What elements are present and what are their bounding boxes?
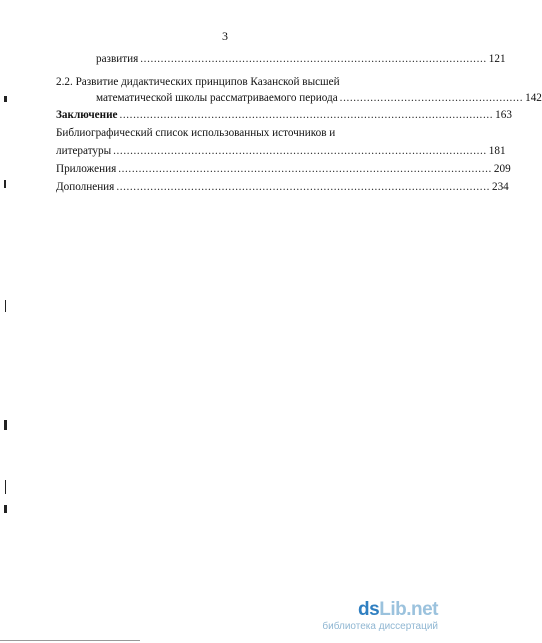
toc-entry: [56, 180, 509, 194]
toc-entry: [56, 108, 512, 122]
toc-entry-title: Приложения: [56, 163, 117, 175]
toc-entry: [56, 162, 511, 176]
toc-entry: [56, 144, 506, 158]
toc-entry-page: 209: [493, 163, 511, 175]
toc-entry-title: развития: [96, 53, 139, 65]
toc-entry-page: 163: [495, 109, 512, 121]
toc-leader-dots: ......................................................................................................: [140, 53, 487, 65]
toc-leader-dots: ..............................................................................................................: [113, 145, 487, 157]
toc-entry-title: Заключение: [56, 109, 118, 121]
toc-leader-dots: ..............................................................................................................: [116, 181, 490, 193]
toc-entry-page: 121: [488, 53, 506, 65]
toc-entry: [96, 52, 506, 66]
scan-mark: [5, 300, 6, 312]
toc-entry-title: Дополнения: [56, 181, 115, 193]
toc-entry-title: 2.2. Развитие дидактических принципов Казанской высшей: [56, 76, 340, 88]
logo-ds: ds: [358, 599, 380, 620]
scan-mark: [4, 505, 7, 513]
page-number: 3: [222, 29, 228, 43]
toc-entry-title: Библиографический список использованных источников и: [56, 127, 336, 139]
divider: [0, 640, 140, 641]
scan-mark: [4, 420, 7, 430]
toc-entry-title: литературы: [56, 145, 112, 157]
toc-leader-dots: ..............................................................................................................: [118, 163, 492, 175]
watermark-subtitle: библиотека диссертаций: [322, 621, 438, 632]
toc-entry-title: математической школы рассматриваемого периода: [96, 92, 338, 104]
toc-entry-page: 181: [488, 145, 506, 157]
toc-entry: [96, 91, 542, 105]
dslib-logo: [358, 599, 438, 621]
toc-entry: [56, 75, 340, 89]
toc-leader-dots: ..............................................................................................................: [119, 109, 494, 121]
toc-leader-dots: ......................................................: [339, 92, 524, 104]
scan-mark: [4, 96, 7, 102]
logo-lib: Lib.net: [379, 599, 438, 620]
scan-mark: [5, 480, 6, 494]
scan-mark: [4, 180, 6, 188]
toc-entry-page: 142: [525, 92, 542, 104]
toc-entry: [56, 126, 335, 140]
toc-entry-page: 234: [491, 181, 509, 193]
dslib-watermark: [322, 599, 438, 635]
